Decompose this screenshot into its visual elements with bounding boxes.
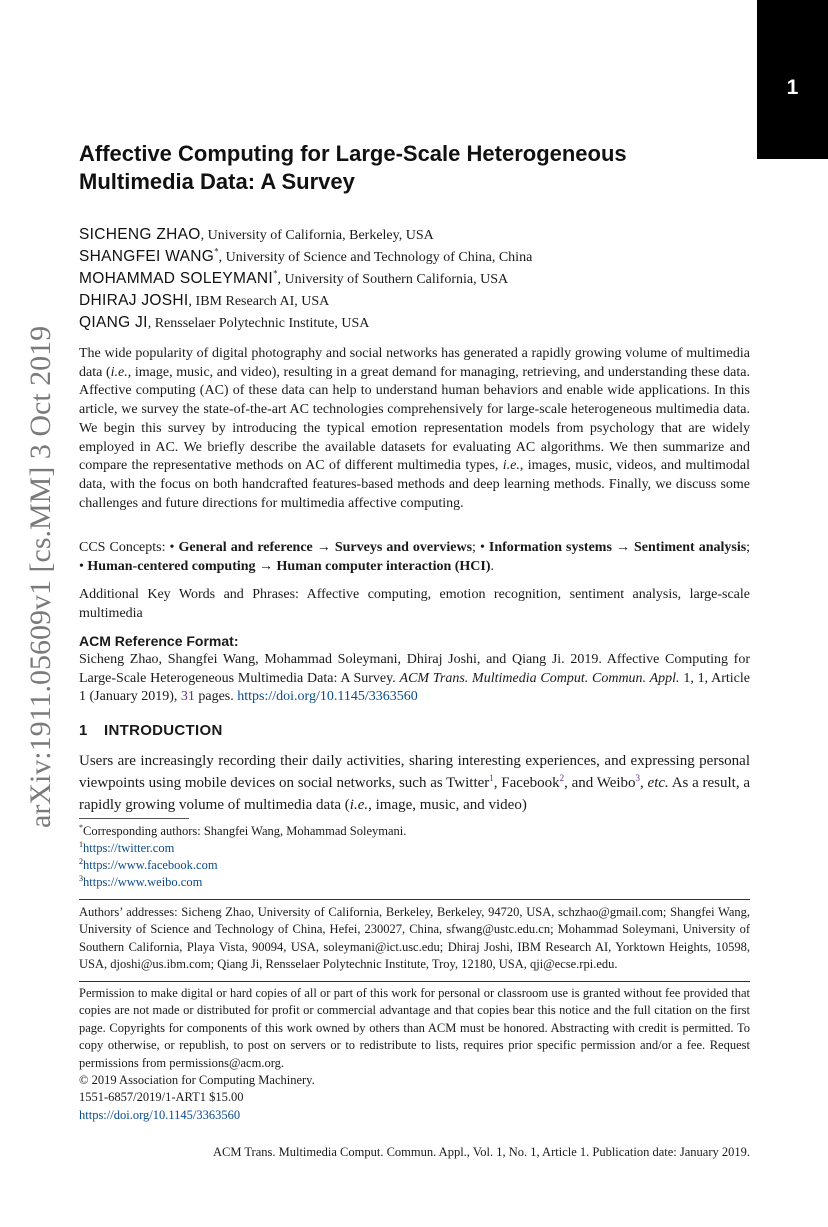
- footnote-ref-1[interactable]: 1: [489, 773, 494, 783]
- footnote-ref-3[interactable]: 3: [635, 773, 641, 783]
- author-affiliation: , University of California, Berkeley, USA: [200, 228, 434, 243]
- intro-text: Users are increasingly recording their daily activities, sharing interesting experiences, and expressing personal viewpoints using mobile devices on social networks, such as Twitter: [79, 753, 750, 791]
- author-affiliation: , University of Science and Technology of China, China: [218, 250, 533, 265]
- ccs-label: CCS Concepts: •: [79, 540, 179, 555]
- weibo-link[interactable]: https://www.weibo.com: [83, 875, 203, 889]
- page-number: 1: [786, 76, 799, 99]
- page-count-link[interactable]: 31: [180, 689, 195, 705]
- intro-text: , and Weibo: [564, 775, 636, 791]
- abstract-text: , images, music, videos, and multimodal data, with the focus on both handcrafted features-based methods and deep learning methods. Finally, we discuss some challenges and future directions for multimedia affective computing.: [79, 458, 750, 511]
- reference-format: [79, 651, 750, 707]
- permission-block: [79, 985, 750, 1124]
- author-2: [79, 246, 759, 268]
- permission-divider: [79, 981, 750, 982]
- twitter-link[interactable]: https://twitter.com: [83, 841, 175, 855]
- ccs-separator: ; •: [472, 540, 489, 555]
- author-1: [79, 224, 759, 246]
- title-line-2: Multimedia Data: A Survey: [79, 169, 355, 194]
- footnote-divider: [79, 818, 189, 819]
- ccs-arrow: →: [312, 540, 335, 555]
- footnote-mark: *: [79, 822, 83, 832]
- keywords: Additional Key Words and Phrases: Affective computing, emotion recognition, sentiment analysis, large-scale multimedia: [79, 587, 750, 621]
- footnote-2: [79, 857, 218, 874]
- reference-venue: ACM Trans. Multimedia Comput. Commun. Appl.: [399, 670, 680, 686]
- footnote-1: [79, 840, 174, 857]
- ccs-separator: ; •: [79, 540, 751, 574]
- ccs-concept: Sentiment analysis: [634, 540, 747, 555]
- introduction-text: [79, 750, 750, 816]
- section-title: INTRODUCTION: [104, 722, 223, 739]
- page-number-tab: [757, 0, 828, 159]
- copyright-line: © 2019 Association for Computing Machinery.: [79, 1073, 315, 1088]
- author-list: [79, 224, 759, 334]
- author-name: SICHENG ZHAO: [79, 226, 201, 243]
- ccs-concepts: [79, 539, 750, 576]
- facebook-link[interactable]: https://www.facebook.com: [83, 858, 218, 872]
- footnote-ref-2[interactable]: 2: [559, 773, 565, 783]
- running-footer: ACM Trans. Multimedia Comput. Commun. Appl., Vol. 1, No. 1, Article 1. Publication date: January 2019.: [212, 1145, 750, 1159]
- abstract-ie: i.e.: [110, 364, 128, 380]
- intro-text: ,: [640, 775, 648, 791]
- abstract-ie: i.e.: [502, 458, 520, 474]
- author-mark: *: [214, 246, 219, 257]
- author-4: [79, 290, 759, 312]
- reference-format-heading: ACM Reference Format:: [79, 633, 239, 649]
- footnote-3: [79, 874, 202, 891]
- ccs-concept: Information systems: [488, 540, 612, 555]
- abstract-text: The wide popularity of digital photography and social networks has generated a rapidly growing volume of multimedia data (: [79, 346, 750, 380]
- intro-text: , image, music, and video): [368, 797, 527, 813]
- author-affiliation: , IBM Research AI, USA: [188, 294, 330, 309]
- footnote-text: Corresponding authors: Shangfei Wang, Mohammad Soleymani.: [83, 824, 407, 838]
- section-heading-introduction: [79, 722, 223, 739]
- ccs-arrow: →: [611, 540, 634, 555]
- footnote-mark: 2: [79, 856, 83, 866]
- intro-text: , Facebook: [493, 775, 560, 791]
- reference-text: pages.: [194, 689, 238, 705]
- issn-line: 1551-6857/2019/1-ART1 $15.00: [79, 1090, 244, 1105]
- footnote-mark: 1: [79, 839, 83, 849]
- title-line-1: Affective Computing for Large-Scale Heterogeneous: [79, 141, 627, 166]
- author-affiliation: , Rensselaer Polytechnic Institute, USA: [147, 316, 370, 331]
- ccs-end: .: [490, 558, 495, 574]
- footnote-mark: 3: [79, 873, 83, 883]
- author-5: [79, 312, 759, 334]
- reference-doi-link[interactable]: https://doi.org/10.1145/3363560: [237, 689, 418, 705]
- author-name: QIANG JI: [79, 314, 148, 331]
- permission-text: Permission to make digital or hard copies of all or part of this work for personal or classroom use is granted without fee provided that copies are not made or distributed for profit or commercial advantage and that copies bear this notice and the full citation on the first page. Copyrights for components of this work owned by others than ACM must be honored. Abstracting with credit is permitted. To copy otherwise, or republish, to post on servers or to redistribute to lists, requires prior specific permission and/or a fee. Request permissions from permissions@acm.org.: [79, 986, 750, 1070]
- author-name: MOHAMMAD SOLEYMANI: [79, 270, 274, 287]
- author-mark: *: [273, 268, 278, 279]
- ccs-concept: Surveys and overviews: [334, 540, 473, 555]
- author-3: [79, 268, 759, 290]
- author-name: DHIRAJ JOSHI: [79, 292, 189, 309]
- intro-ie: i.e.: [349, 797, 369, 813]
- permission-doi-link[interactable]: https://doi.org/10.1145/3363560: [79, 1107, 241, 1122]
- author-name: SHANGFEI WANG: [79, 248, 215, 265]
- abstract-text: , image, music, and video), resulting in a great demand for managing, retrieving, and understanding these data. Affective computing (AC) of these data can help to understand human behaviors and enable wide applications. In this article, we survey the state-of-the-art AC technologies comprehensively for large-scale heterogeneous multimedia data. We begin this survey by introducing the typical emotion representation models from psychology that are widely employed in AC. We briefly describe the available datasets for evaluating AC algorithms. We then summarize and compare the representative methods on AC of different multimedia types,: [79, 364, 750, 474]
- ccs-concept: General and reference: [178, 540, 313, 555]
- ccs-concept: Human computer interaction (HCI): [276, 558, 491, 574]
- paper-title: [79, 140, 719, 196]
- arxiv-stamp: arXiv:1911.05609v1 [cs.MM] 3 Oct 2019: [24, 325, 57, 828]
- section-number: 1: [79, 722, 88, 739]
- author-affiliation: , University of Southern California, USA: [277, 272, 509, 287]
- ccs-concept: Human-centered computing: [87, 558, 256, 574]
- intro-etc: etc.: [647, 775, 669, 791]
- intro-text: As a result, a rapidly growing volume of multimedia data (: [79, 775, 750, 813]
- ccs-arrow: →: [255, 558, 277, 574]
- footnote-corresponding: [79, 823, 406, 840]
- reference-text: 1, 1, Article 1 (January 2019),: [79, 670, 751, 705]
- reference-text: Sicheng Zhao, Shangfei Wang, Mohammad Soleymani, Dhiraj Joshi, and Qiang Ji. 2019. Affective Computing for Large-Scale Heterogeneous Multimedia Data: A Survey.: [79, 652, 750, 686]
- abstract: [79, 345, 750, 513]
- author-addresses: Authors’ addresses: Sicheng Zhao, University of California, Berkeley, Berkeley, 94720, USA, schzhao@gmail.com; Shangfei Wang, University of Science and Technology of China, Hefei, 230027, China, sfwang@ustc.edu.cn; Mohammad Soleymani, University of Southern California, Playa Vista, 90094, USA, soleymani@ict.usc.edu; Dhiraj Joshi, IBM Research AI, Yorktown Heights, 10598, USA, djoshi@us.ibm.com; Qiang Ji, Rensselaer Polytechnic Institute, Troy, 12180, USA, qji@ecse.rpi.edu.: [79, 905, 750, 972]
- addresses-divider: [79, 899, 750, 900]
